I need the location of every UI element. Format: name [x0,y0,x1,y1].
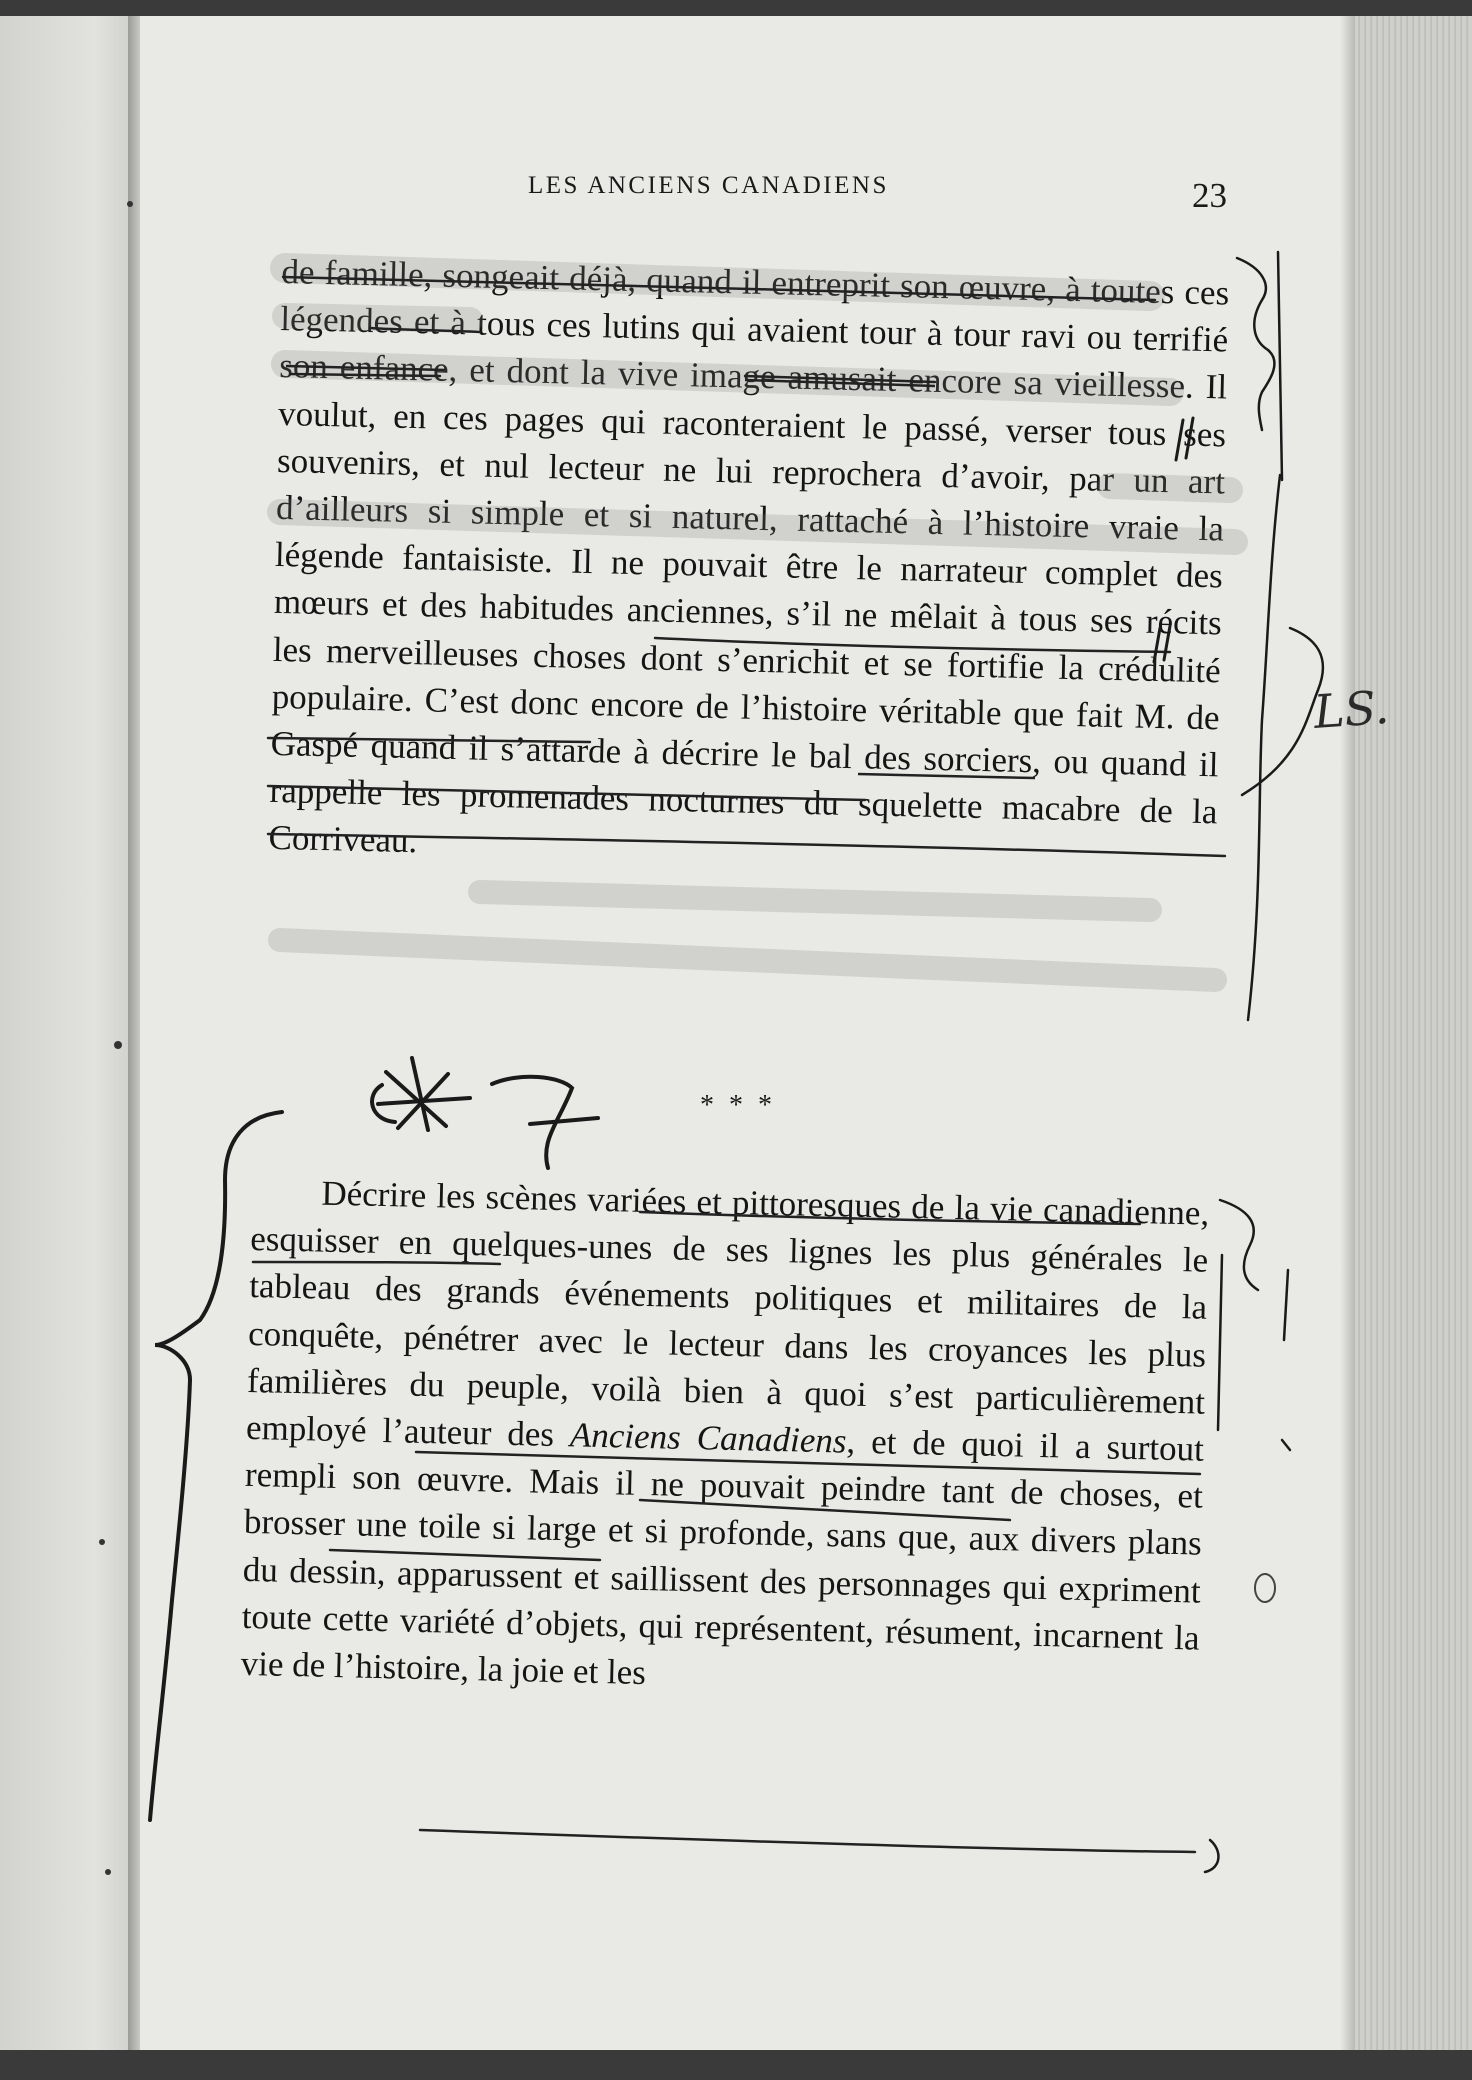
left-margin-brace [150,1112,282,1820]
running-title: LES ANCIENS CANADIENS [528,172,889,199]
handwritten-symbol-mark [372,1058,598,1168]
page-number: 23 [1192,176,1227,215]
paragraph-2-text-a: Décrire les scènes variées et pittoresques de la vie canadienne, esquisser en quelques-unes de ses lignes les plus générales le tableau des grands événements politiques et militaires de la conquête, pénétrer avec le lecteur dans les croyances les plus familières du peuple, voilà bien à quoi s’est particulièrement employé l’auteur des [245,1173,1210,1455]
margin-mark-ls: LS. [1312,679,1391,739]
paragraph-2-text-b: , et de quoi il a surtout rempli son œuvre. Mais il ne pouvait peindre tant de choses, et brosser une toile si large et si profonde, sans que, aux divers plans du dessin, apparussent et saillissent des personnages qui expriment toute cette variété d’objets, qui représentent, résument, incarnent la vie de l’histoire, la joie et les [240,1421,1205,1693]
strike-through [286,366,1035,778]
scan-specks [99,201,133,1875]
section-separator: * * * [700,1090,776,1121]
margin-circle-mark [1255,1574,1275,1602]
paragraph-1-text: de famille, songeait déjà, quand il entreprit son œuvre, à toutes ces légendes et à tous ces lutins qui avaient tour à tour ravi ou terrifié son enfance, et dont la vive image amusait encore sa vieillesse. Il voulut, en ces pages qui raconteraient le passé, verser tous ses souvenirs, et nul lecteur ne lui reprochera d’avoir, par un art d’ailleurs si simple et si naturel, rattaché à l’histoire vraie la légende fantaisiste. Il ne pouvait être le narrateur complet des mœurs et des habitudes anciennes, s’il ne mêlait à tous ses récits les merveilleuses choses dont s’enrichit et se fortifie la crédulité populaire. C’est donc encore de l’histoire véritable que fait M. de Gaspé quand il s’attarde à décrire le bal des sorciers, ou quand il rappelle les promenades nocturnes du squelette macabre de la Corriveau. [268,251,1230,861]
book-title-italic: Anciens Canadiens [569,1415,847,1461]
